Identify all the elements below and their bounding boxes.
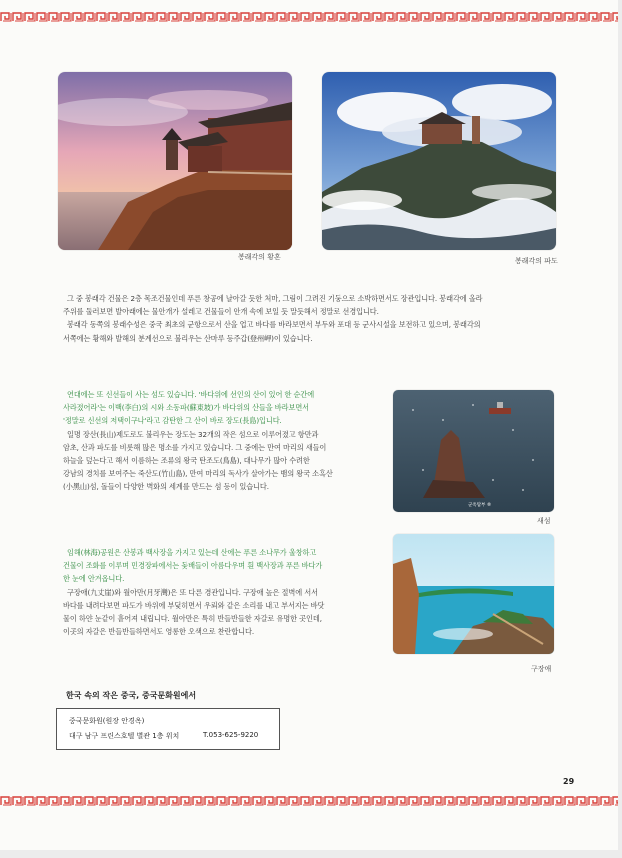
section-1-text [63,292,483,345]
contact-name: 중국문화원(원장 안경옥) [69,717,145,725]
contact-phone: T.053-625-9220 [203,731,259,739]
text-line-highlight: 건물이 조화를 이루며 민경장파에서는 돛배들이 아름다우며 흰 백사장과 푸른 바다가 [63,561,323,571]
contact-address: 대구 남구 프린스호텔 별관 1층 위치 [69,732,180,740]
photo-caption: 새섬 [537,517,551,525]
contact-box [56,708,280,750]
photo-inset-label: 군옥탑부 ® [468,503,492,508]
text-line: 봉래각 동쪽의 봉래수성은 중국 최초의 군항으로서 산을 업고 바다를 바라보면서 부두와 포대 등 군사시설을 보전하고 있으며, 봉래각의 [67,320,481,330]
photo-cliff-coast [393,534,554,654]
text-line: 구장애(九丈崖)와 월아만(月牙灣)은 또 다른 경관입니다. 구장애 높은 절벽에 서서 [67,587,318,597]
text-line: 서쪽에는 황해와 발해의 분계선으로 불리우는 산마루 등주갑(登州岬)이 있습니다. [63,333,313,343]
section-2-text [63,388,333,494]
photo-pavilion-waves [322,72,556,250]
text-line: 암초, 산과 파도를 비롯해 많은 명소를 가지고 있습니다. 그 중에는 만여 마리의 새들이 [63,442,327,452]
page-number: 29 [563,777,575,786]
text-line: 이곳의 자갈은 반들반들하면서도 영롱한 오색으로 찬란합니다. [63,627,255,637]
photo-caption: 구장애 [531,665,552,673]
photo-bird-island [393,390,554,512]
text-line-highlight: 연대에는 또 신선들이 사는 섬도 있습니다. '바다위에 선인의 산이 있어 한 순간에 [67,390,315,399]
text-line: 강남의 경치를 보여주는 죽산도(竹山島), 만여 마리의 독사가 살아가는 뱀의 왕국 소흑산 [63,469,333,479]
text-line: 바다를 내려다보면 파도가 바위에 부딪히면서 우뢰와 같은 소리를 내고 부서지는 바닷 [63,600,325,610]
text-line: 물이 하얀 눈같이 흩어져 내립니다. 월아만은 특히 반들반들한 자갈로 유명한 곳인데, [63,614,322,624]
text-line: (小黑山)섬, 돌들이 다양한 벽화의 세계를 만드는 섬 등이 있습니다. [63,482,269,492]
section-3-text [63,546,324,638]
bottom-border-pattern [0,794,618,808]
text-line: 주위를 둘러보면 발아래에는 물안개가 설레고 건물들이 안개 속에 보일 듯 말듯해서 정말로 선경입니다. [63,307,379,317]
text-line: 그 중 봉래각 건물은 2층 목조건물인데 푸른 창공에 날아갈 듯한 처마, 그림이 그려진 기둥으로 소박하면서도 장관입니다. 봉래각에 올라 [67,294,483,303]
photo-caption: 봉래각의 황혼 [238,253,281,261]
photo-caption: 봉래각의 파도 [515,257,558,265]
photo-pavilion-sunset [58,72,292,250]
footer-title: 한국 속의 작은 중국, 중국문화원에서 [66,691,197,700]
text-line-highlight: 한 눈에 안겨옵니다. [63,574,125,584]
text-line-highlight: '정말로 신선의 저택이구나'라고 감탄한 그 산이 바로 장도(長島)입니다. [63,416,282,426]
text-line: 일명 장산(長山)제도로도 불리우는 장도는 32개의 작은 섬으로 이루어졌고 항만과 [67,429,319,439]
text-line: 하늘을 덮는다고 해서 이름하는 조류의 왕국 탄조도(鳥島), 대나무가 많아 수려한 [63,456,310,466]
top-border-pattern [0,10,618,24]
text-line-highlight: 임해(林海)공원은 산봉과 백사장을 가지고 있는데 산에는 푸른 소나무가 울창하고 [67,548,317,557]
text-line-highlight: 사라졌어라'는 이백(李白)의 시와 소동파(蘇東坡)가 바다위의 산들을 바라보면서 [63,403,310,413]
